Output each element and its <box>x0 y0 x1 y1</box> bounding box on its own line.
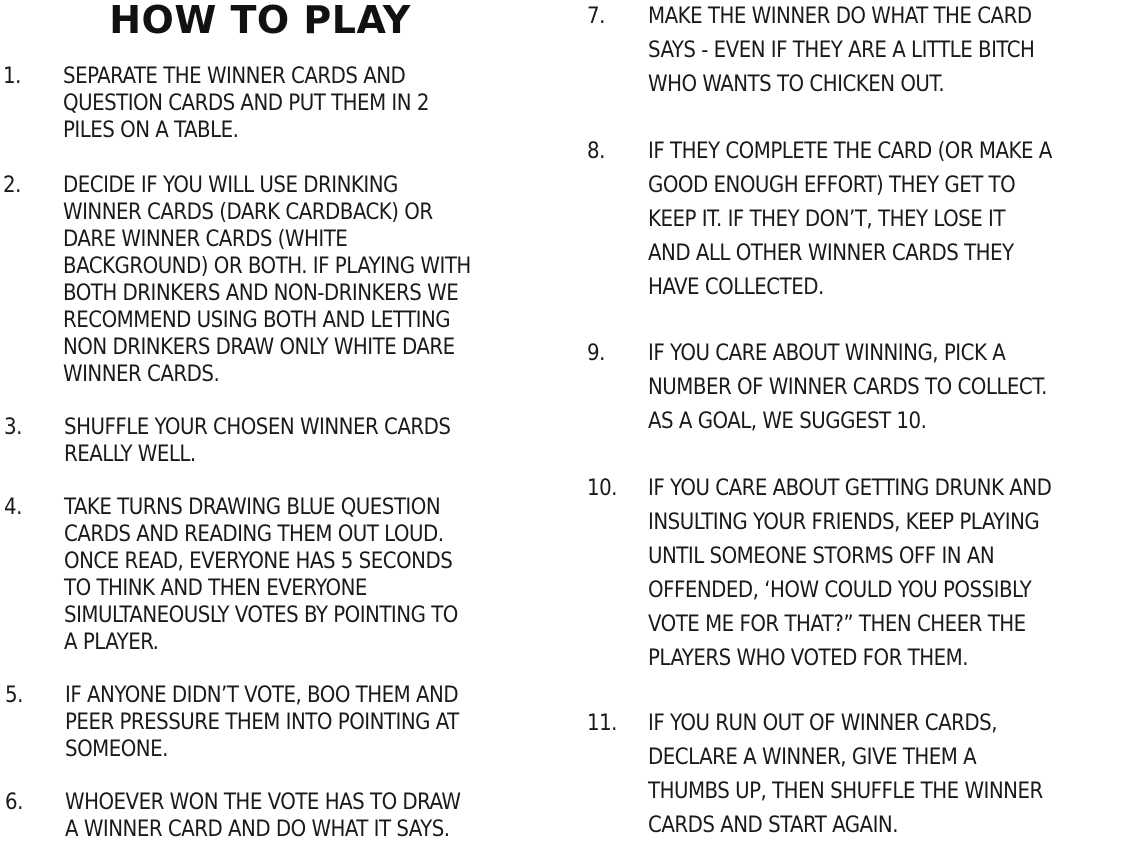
page-title: HOW TO PLAY <box>109 0 411 42</box>
rule-text: IF YOU RUN OUT OF WINNER CARDS, DECLARE A WINNER, GIVE THEM A THUMBS UP, THEN SHUFFLE THE WINNER CARDS AND START AGAIN. <box>648 711 1043 838</box>
rule-text: MAKE THE WINNER DO WHAT THE CARD SAYS - EVEN IF THEY ARE A LITTLE BITCH WHO WANTS TO CHICKEN OUT. <box>648 4 1035 97</box>
rule-number: 7. <box>587 4 605 29</box>
rule-text: WHOEVER WON THE VOTE HAS TO DRAW A WINNER CARD AND DO WHAT IT SAYS. <box>65 790 461 842</box>
rule-number: 1. <box>3 64 21 89</box>
rule-number: 10. <box>587 476 617 501</box>
rule-text: SHUFFLE YOUR CHOSEN WINNER CARDS REALLY WELL. <box>64 415 451 467</box>
rule-number: 11. <box>587 711 617 736</box>
rule-text: DECIDE IF YOU WILL USE DRINKING WINNER CARDS (DARK CARDBACK) OR DARE WINNER CARDS (WHITE BACKGROUND) OR BOTH. IF PLAYING WITH BOTH DRINKERS AND NON-DRINKERS WE RECOMMEND USING BOTH AND LETTING NON DRINKERS DRAW ONLY WHITE DARE WINNER CARDS. <box>63 173 471 387</box>
rule-number: 3. <box>4 415 22 440</box>
rule-text: IF YOU CARE ABOUT WINNING, PICK A NUMBER OF WINNER CARDS TO COLLECT. AS A GOAL, WE SUGGEST 10. <box>648 341 1047 434</box>
rule-number: 9. <box>587 341 605 366</box>
rule-number: 2. <box>3 173 21 198</box>
rule-text: IF THEY COMPLETE THE CARD (OR MAKE A GOOD ENOUGH EFFORT) THEY GET TO KEEP IT. IF THEY DON’T, THEY LOSE IT AND ALL OTHER WINNER CARDS THEY HAVE COLLECTED. <box>648 139 1052 300</box>
rule-text: TAKE TURNS DRAWING BLUE QUESTION CARDS AND READING THEM OUT LOUD. ONCE READ, EVERYONE HAS 5 SECONDS TO THINK AND THEN EVERYONE SIMULTANEOUSLY VOTES BY POINTING TO A PLAYER. <box>64 495 458 655</box>
rule-text: IF ANYONE DIDN’T VOTE, BOO THEM AND PEER PRESSURE THEM INTO POINTING AT SOMEONE. <box>65 683 459 762</box>
rule-number: 4. <box>4 495 22 520</box>
rule-number: 8. <box>587 139 605 164</box>
rule-number: 6. <box>5 790 23 815</box>
rule-text: SEPARATE THE WINNER CARDS AND QUESTION CARDS AND PUT THEM IN 2 PILES ON A TABLE. <box>63 64 429 143</box>
rule-number: 5. <box>5 683 23 708</box>
rule-text: IF YOU CARE ABOUT GETTING DRUNK AND INSULTING YOUR FRIENDS, KEEP PLAYING UNTIL SOMEONE STORMS OFF IN AN OFFENDED, ‘HOW COULD YOU POSSIBLY VOTE ME FOR THAT?” THEN CHEER THE PLAYERS WHO VOTED FOR THEM. <box>648 476 1052 671</box>
